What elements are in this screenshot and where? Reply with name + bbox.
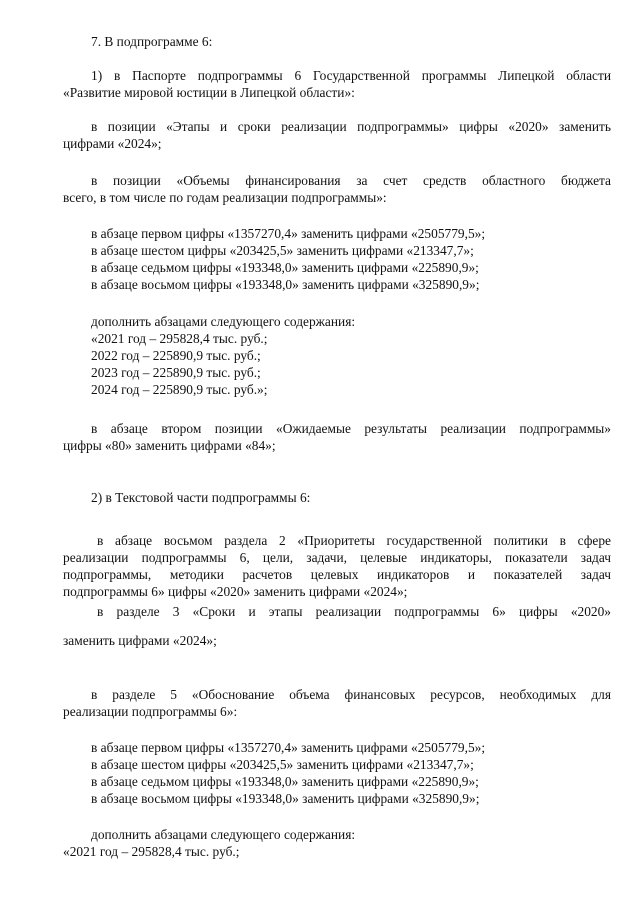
p7-line2: заменить цифрами «2024»; bbox=[63, 633, 217, 648]
list1-item: в абзаце восьмом цифры «193348,0» заменить цифрами «325890,9»; bbox=[91, 277, 480, 292]
list2-item: в абзаце шестом цифры «203425,5» заменить цифрами «213347,7»; bbox=[91, 757, 474, 772]
heading: 7. В подпрограмме 6: bbox=[91, 34, 213, 49]
p4-line2: цифры «80» заменить цифрами «84»; bbox=[63, 438, 276, 453]
p8-line1: в разделе 5 «Обоснование объема финансовых ресурсов, необходимых для bbox=[91, 687, 611, 702]
year-line: 2023 год – 225890,9 тыс. руб.; bbox=[91, 365, 261, 380]
list2-item: в абзаце седьмом цифры «193348,0» заменить цифрами «225890,9»; bbox=[91, 774, 479, 789]
year-line: «2021 год – 295828,4 тыс. руб.; bbox=[91, 331, 268, 346]
p5: 2) в Текстовой части подпрограммы 6: bbox=[91, 490, 311, 505]
p6-line2: реализации подпрограммы 6, цели, задачи, целевые индикаторы, показатели задач bbox=[63, 550, 611, 565]
list1-item: в абзаце первом цифры «1357270,4» заменить цифрами «2505779,5»; bbox=[91, 226, 486, 241]
p4-line1: в абзаце втором позиции «Ожидаемые результаты реализации подпрограммы» bbox=[91, 421, 611, 436]
p2-line2: цифрами «2024»; bbox=[63, 136, 162, 151]
p6-line1: в абзаце восьмом раздела 2 «Приоритеты государственной политики в сфере bbox=[97, 533, 611, 548]
add-heading-2: дополнить абзацами следующего содержания: bbox=[91, 827, 356, 842]
list2-item: в абзаце первом цифры «1357270,4» заменить цифрами «2505779,5»; bbox=[91, 740, 486, 755]
p7-line1: в разделе 3 «Сроки и этапы реализации подпрограммы 6» цифры «2020» bbox=[97, 604, 611, 619]
list1-item: в абзаце шестом цифры «203425,5» заменить цифрами «213347,7»; bbox=[91, 243, 474, 258]
p6-line4: подпрограммы 6» цифры «2020» заменить цифрами «2024»; bbox=[63, 584, 408, 599]
year-line: «2021 год – 295828,4 тыс. руб.; bbox=[63, 844, 240, 859]
p6-line3: подпрограммы, методики расчетов целевых индикаторов и показателей задач bbox=[63, 567, 611, 582]
year-line: 2024 год – 225890,9 тыс. руб.»; bbox=[91, 382, 268, 397]
p1-line1: 1) в Паспорте подпрограммы 6 Государственной программы Липецкой области bbox=[91, 68, 611, 83]
p3-line2: всего, в том числе по годам реализации подпрограммы»: bbox=[63, 190, 387, 205]
p8-line2: реализации подпрограммы 6»: bbox=[63, 704, 238, 719]
p2-line1: в позиции «Этапы и сроки реализации подпрограммы» цифры «2020» заменить bbox=[91, 119, 611, 134]
year-line: 2022 год – 225890,9 тыс. руб.; bbox=[91, 348, 261, 363]
p1-line2: «Развитие мировой юстиции в Липецкой области»: bbox=[63, 85, 355, 100]
list1-item: в абзаце седьмом цифры «193348,0» заменить цифрами «225890,9»; bbox=[91, 260, 479, 275]
add-heading-1: дополнить абзацами следующего содержания: bbox=[91, 314, 356, 329]
p3-line1: в позиции «Объемы финансирования за счет средств областного бюджета bbox=[91, 173, 611, 188]
list2-item: в абзаце восьмом цифры «193348,0» заменить цифрами «325890,9»; bbox=[91, 791, 480, 806]
